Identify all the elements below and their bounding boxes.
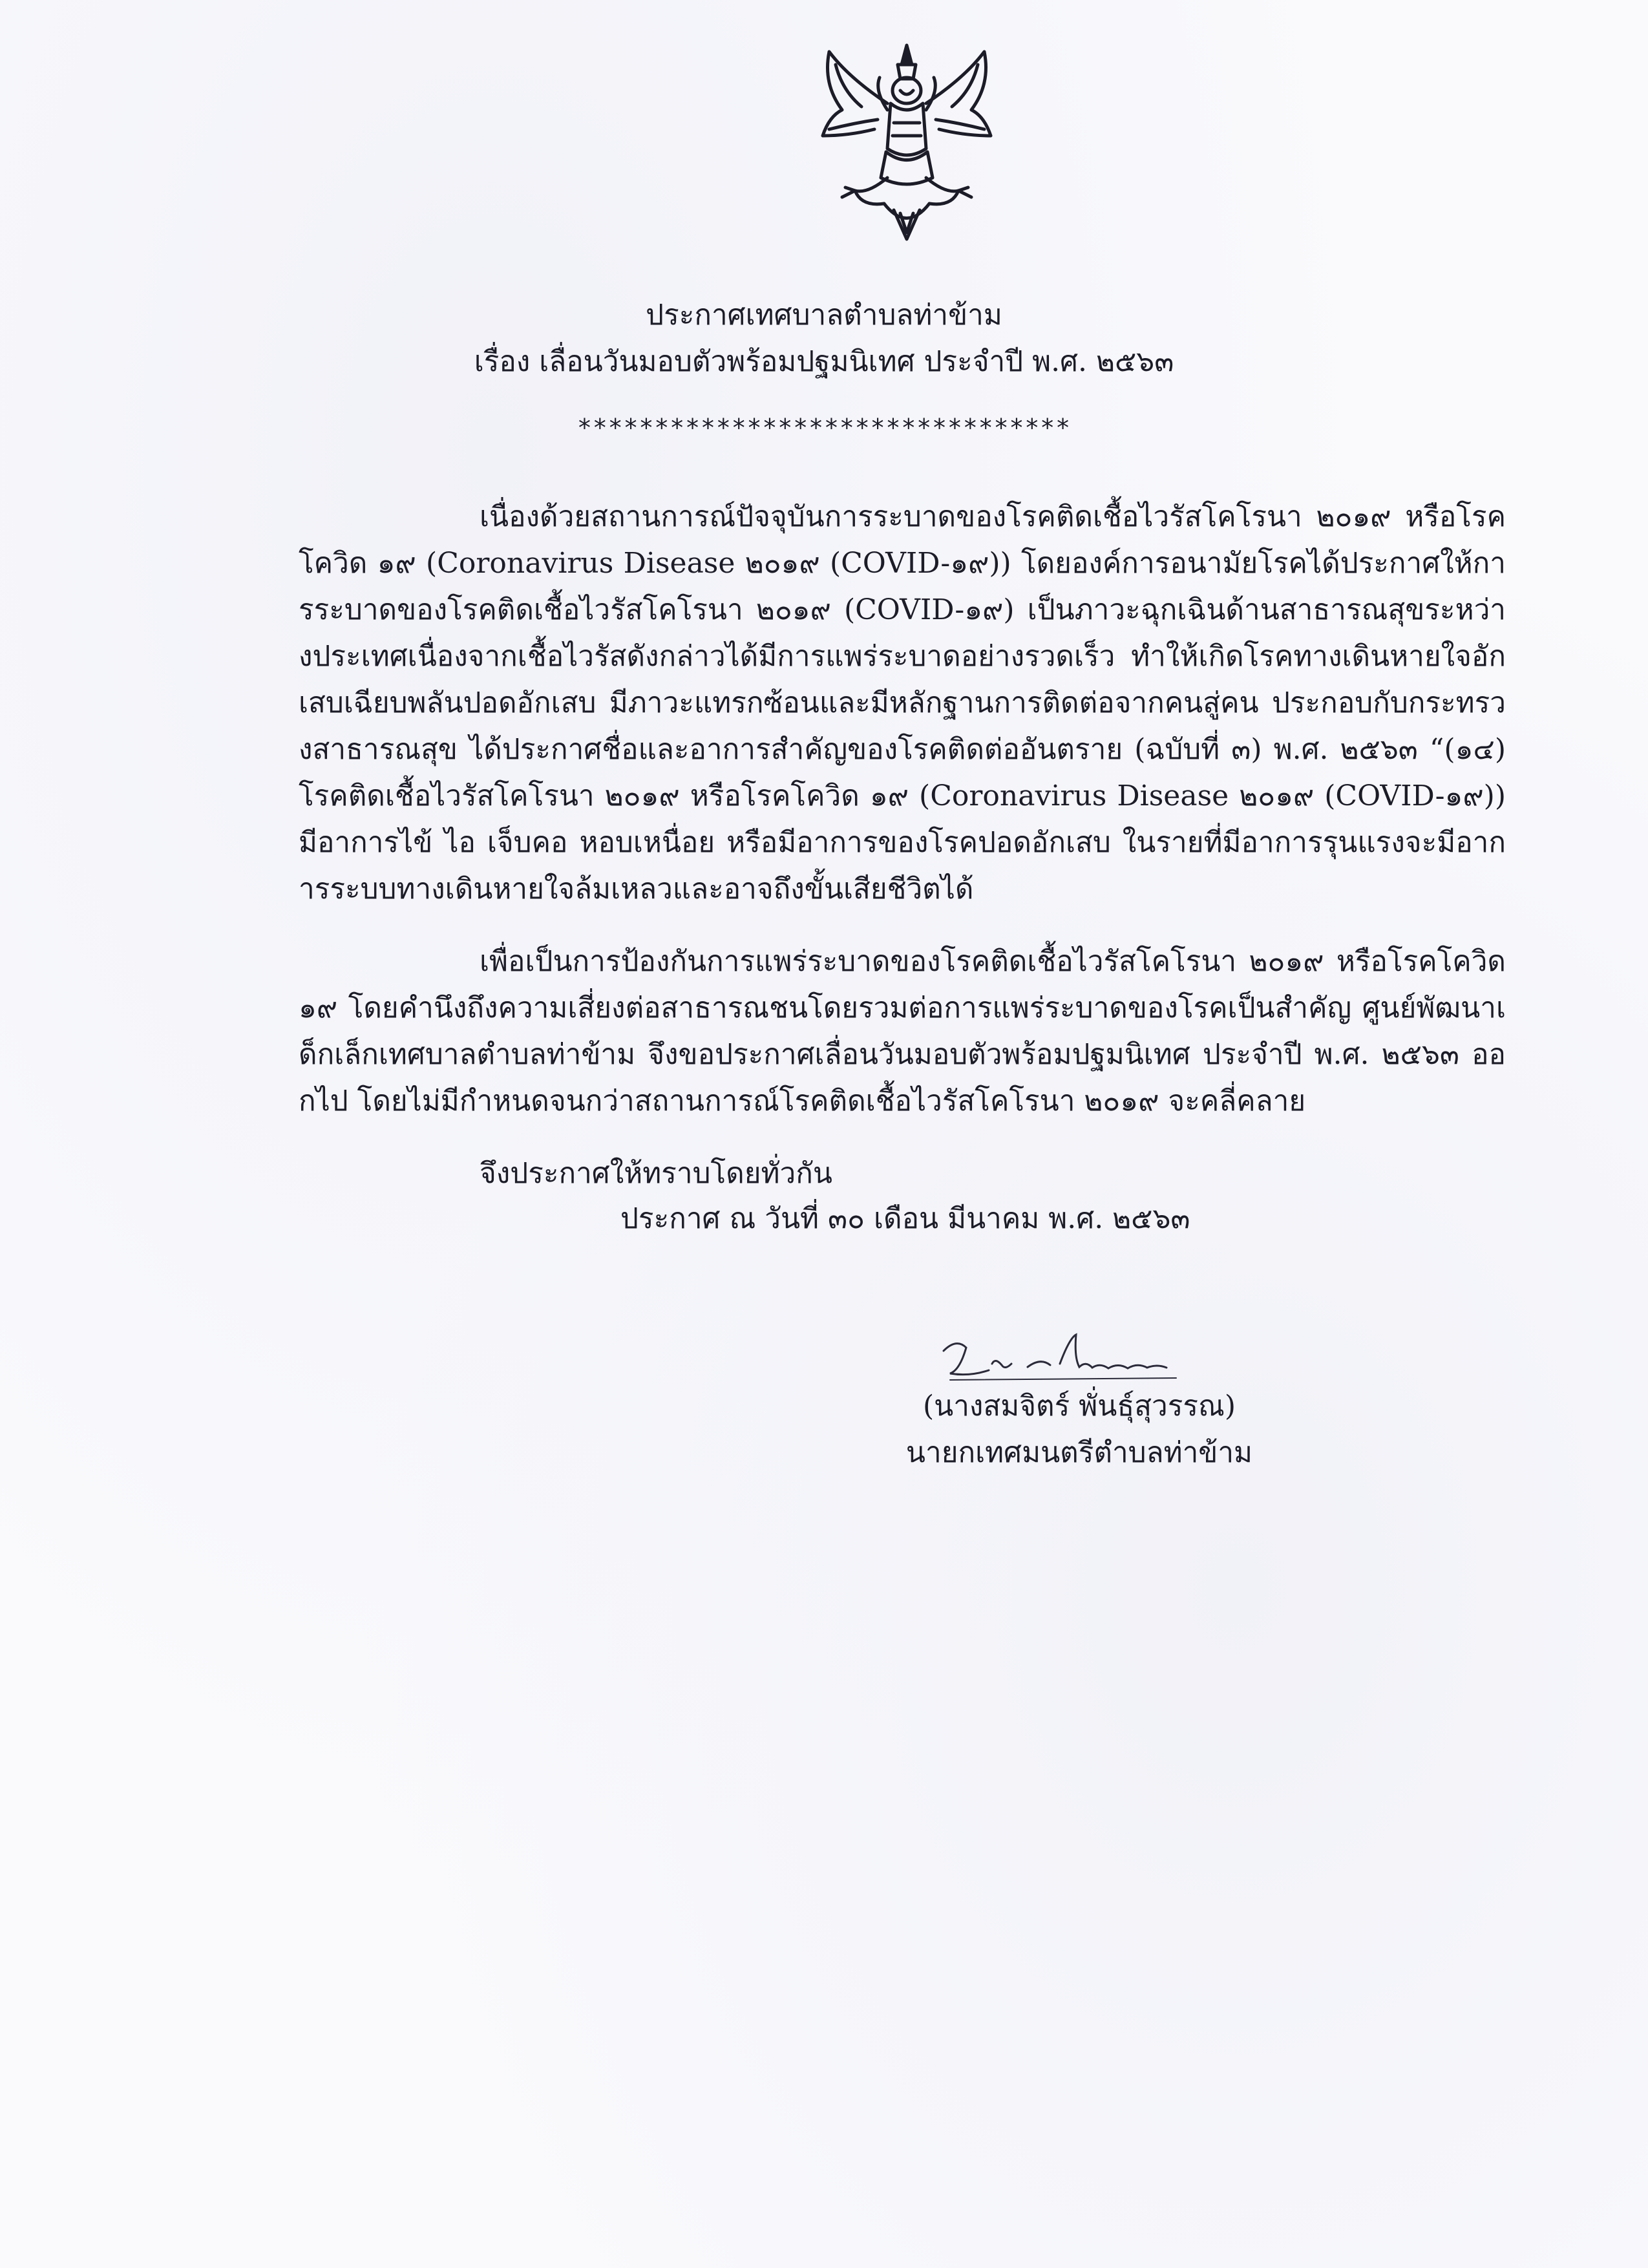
signer-name: (นางสมจิตร์ พั่นธุ์สุวรรณ) bbox=[922, 1390, 1236, 1423]
closing-statement: จึงประกาศให้ทราบโดยทั่วกัน bbox=[480, 1157, 832, 1190]
garuda-emblem-icon bbox=[803, 39, 1010, 246]
announcement-subject: เรื่อง เลื่อนวันมอบตัวพร้อมปฐมนิเทศ ประจำปี พ.ศ. ๒๕๖๓ bbox=[474, 345, 1174, 378]
body-paragraph-1: เนื่องด้วยสถานการณ์ปัจจุบันการระบาดของโรคติดเชื้อไวรัสโคโรนา ๒๐๑๙ หรือโรคโควิด ๑๙ (Coronavirus Disease ๒๐๑๙ (COVID-๑๙)) โดยองค์การอนามัยโรคได้ประกาศให้การระบาดของโรคติดเชื้อไวรัสโคโรนา ๒๐๑๙ (COVID-๑๙) เป็นภาวะฉุกเฉินด้านสาธารณสุขระหว่างประเทศเนื่องจากเชื้อไวรัสดังกล่าวได้มีการแพร่ระบาดอย่างรวดเร็ว ทำให้เกิดโรคทางเดินหายใจอักเสบเฉียบพลันปอดอักเสบ มีภาวะแทรกซ้อนและมีหลักฐานการติดต่อจากคนสู่คน ประกอบกับกระทรวงสาธารณสุข ได้ประกาศชื่อและอาการสำคัญของโรคติดต่ออันตราย (ฉบับที่ ๓) พ.ศ. ๒๕๖๓ “(๑๔) โรคติดเชื้อไวรัสโคโรนา ๒๐๑๙ หรือโรคโควิด ๑๙ (Coronavirus Disease ๒๐๑๙ (COVID-๑๙)) มีอาการไข้ ไอ เจ็บคอ หอบเหนื่อย หรือมีอาการของโรคปอดอักเสบ ในรายที่มีอาการรุนแรงจะมีอาการระบบทางเดินหายใจล้มเหลวและอาจถึงขั้นเสียชีวิตได้ bbox=[299, 500, 1506, 906]
announcement-body bbox=[299, 494, 1506, 1197]
separator-line: ******************************** bbox=[576, 414, 1072, 442]
announcement-heading: ประกาศเทศบาลตำบลท่าข้าม bbox=[646, 299, 1002, 332]
signer-title: นายกเทศมนตรีตำบลท่าข้าม bbox=[905, 1436, 1253, 1469]
document-title bbox=[0, 292, 1648, 385]
signer-block bbox=[866, 1383, 1293, 1476]
body-paragraph-2: เพื่อเป็นการป้องกันการแพร่ระบาดของโรคติดเชื้อไวรัสโคโรนา ๒๐๑๙ หรือโรคโควิด ๑๙ โดยคำนึงถึงความเสี่ยงต่อสาธารณชนโดยรวมต่อการแพร่ระบาดของโรคเป็นสำคัญ ศูนย์พัฒนาเด็กเล็กเทศบาลตำบลท่าข้าม จึงขอประกาศเลื่อนวันมอบตัวพร้อมปฐมนิเทศ ประจำปี พ.ศ. ๒๕๖๓ ออกไป โดยไม่มีกำหนดจนกว่าสถานการณ์โรคติดเชื้อไวรัสโคโรนา ๒๐๑๙ จะคลี่คลาย bbox=[299, 945, 1506, 1118]
announcement-date: ประกาศ ณ วันที่ ๓๐ เดือน มีนาคม พ.ศ. ๒๕๖๓ bbox=[620, 1202, 1190, 1235]
